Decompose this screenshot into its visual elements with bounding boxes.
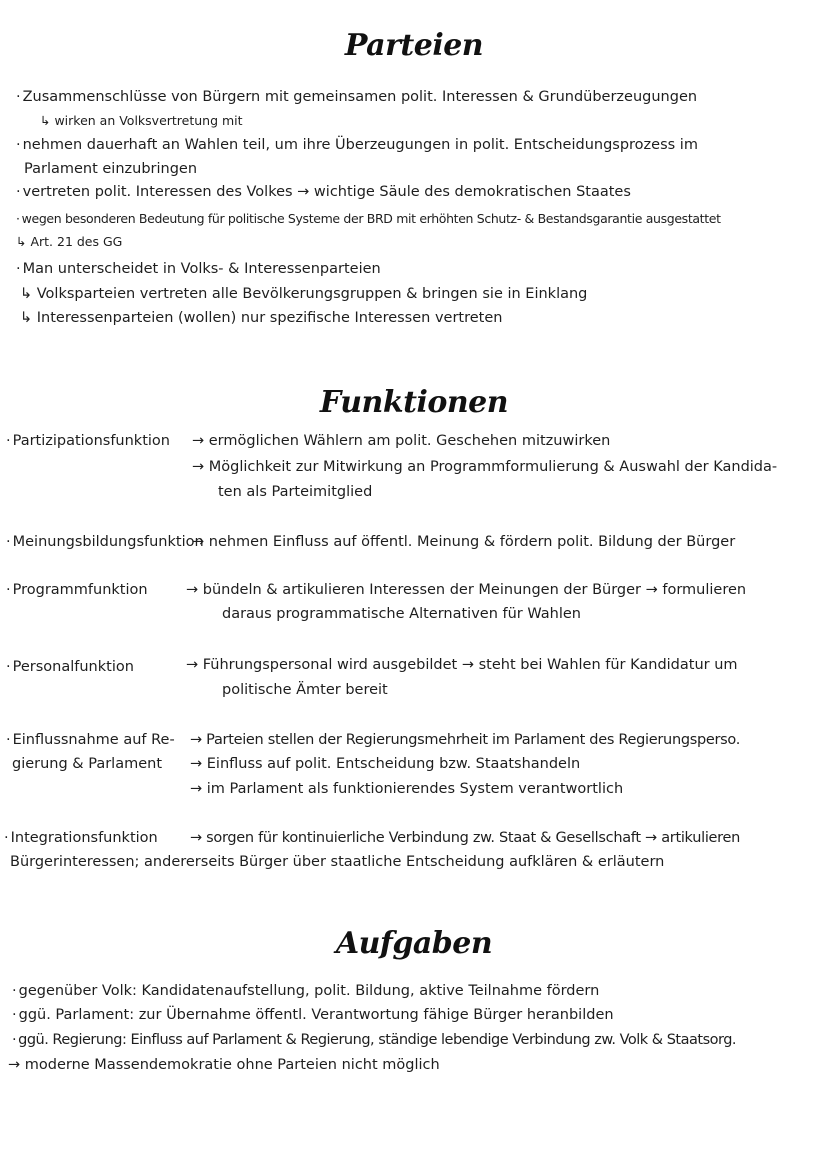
aufgaben-line-2: · ggü. Parlament: zur Übernahme öffentl. Verantwortung fähige Bürger heranbilden [12, 1006, 614, 1024]
function-label-einflussnahme: · Einflussnahme auf Re- [6, 731, 175, 749]
parteien-line-10: ↳ Interessenparteien (wollen) nur spezifische Interessen vertreten [20, 310, 503, 326]
function-label-integration: · Integrationsfunktion [4, 829, 158, 847]
parteien-line-9: ↳ Volksparteien vertreten alle Bevölkerungsgruppen & bringen sie in Einklang [20, 286, 588, 302]
parteien-line-8: · Man unterscheidet in Volks- & Interessenparteien [16, 260, 381, 278]
parteien-line-3: · nehmen dauerhaft an Wahlen teil, um ihre Überzeugungen in polit. Entscheidungsprozess im [16, 136, 698, 154]
parteien-line-1: · Zusammenschlüsse von Bürgern mit gemeinsamen polit. Interessen & Grundüberzeugungen [16, 88, 697, 106]
function-line: → sorgen für kontinuierliche Verbindung zw. Staat & Gesellschaft → artikulieren [190, 830, 741, 846]
aufgaben-line-4: → moderne Massendemokratie ohne Parteien nicht möglich [8, 1057, 440, 1073]
function-line: → Einfluss auf polit. Entscheidung bzw. Staatshandeln [190, 756, 581, 772]
parteien-line-7: ↳ Art. 21 des GG [16, 234, 123, 249]
parteien-line-6: · wegen besonderen Bedeutung für politische Systeme der BRD mit erhöhten Schutz- & Bestandsgarantie ausgestattet [16, 210, 721, 228]
function-line: → Führungspersonal wird ausgebildet → steht bei Wahlen für Kandidatur um [186, 657, 738, 673]
function-label-personal: · Personalfunktion [6, 658, 134, 676]
function-label-meinungsbildung: · Meinungsbildungsfunktion [6, 533, 204, 551]
heading-parteien: Parteien [344, 28, 484, 63]
function-label-einflussnahme-cont: gierung & Parlament [12, 756, 162, 772]
function-line: → Parteien stellen der Regierungsmehrheit im Parlament des Regierungsperso. [190, 732, 741, 748]
parteien-line-2: ↳ wirken an Volksvertretung mit [40, 113, 243, 128]
function-line: → Möglichkeit zur Mitwirkung an Programmformulierung & Auswahl der Kandida- [192, 459, 778, 475]
function-line: daraus programmatische Alternativen für Wahlen [222, 606, 581, 622]
heading-funktionen: Funktionen [319, 385, 509, 420]
aufgaben-line-3: · ggü. Regierung: Einfluss auf Parlament & Regierung, ständige lebendige Verbindung zw. Volk & Staatsorg. [12, 1031, 736, 1049]
function-line: Bürgerinteressen; andererseits Bürger über staatliche Entscheidung aufklären & erläutern [10, 854, 665, 870]
parteien-line-4: Parlament einzubringen [24, 161, 198, 177]
function-line: ten als Parteimitglied [218, 484, 373, 500]
function-label-partizipation: · Partizipationsfunktion [6, 432, 170, 450]
function-line: → ermöglichen Wählern am polit. Geschehen mitzuwirken [192, 433, 611, 449]
function-line: politische Ämter bereit [222, 682, 388, 698]
function-line: → bündeln & artikulieren Interessen der Meinungen der Bürger → formulieren [186, 582, 747, 598]
aufgaben-line-1: · gegenüber Volk: Kandidatenaufstellung, polit. Bildung, aktive Teilnahme fördern [12, 982, 599, 1000]
parteien-line-5: · vertreten polit. Interessen des Volkes → wichtige Säule des demokratischen Staates [16, 183, 631, 201]
function-line: → im Parlament als funktionierendes System verantwortlich [190, 781, 624, 797]
function-line: → nehmen Einfluss auf öffentl. Meinung & fördern polit. Bildung der Bürger [192, 534, 736, 550]
heading-aufgaben: Aufgaben [335, 926, 493, 961]
function-label-programm: · Programmfunktion [6, 581, 148, 599]
